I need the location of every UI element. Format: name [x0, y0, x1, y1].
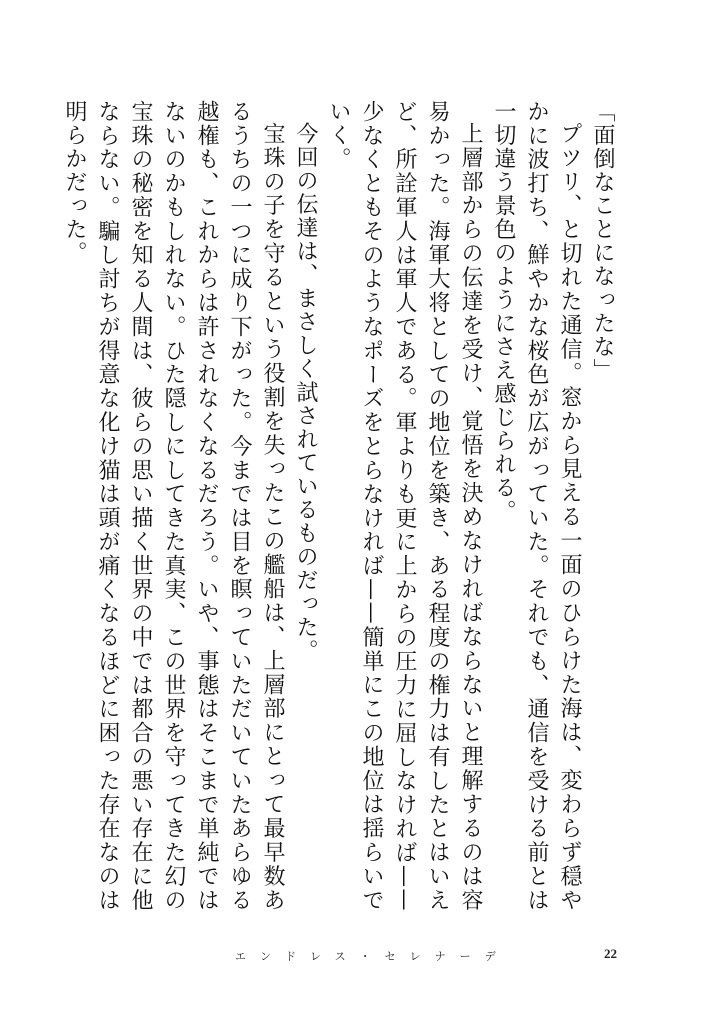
paragraph-4: 宝珠の子を守るという役割を失ったこの艦船は、上層部にとって最早数あるうちの一つに成り下がった。今までは目を瞑っていただいていたあらゆる越権も、これからは許されなくなるだろう。いや、事態はそこまで単純ではないのかもしれない。ひた隠しにしてきた真実、この世界を守ってきた幻の宝珠の秘密を知る人間は、彼らの思い描く世界の中では都合の悪い存在に他ならない。騙し討ちが得意な化け猫は頭が痛くなるほどに困った存在なのは明らかだった。: [62, 100, 285, 912]
body-text: [62, 100, 619, 912]
page-number: 22: [604, 946, 617, 961]
running-footer-title: エンドレス・セレナーデ: [235, 950, 510, 963]
paragraph-3: 今回の伝達は、まさしく試されているものだった。: [293, 122, 318, 663]
paragraph-dialogue: 「面倒なことになったな」: [590, 100, 615, 382]
paragraph-1: プツリ、と切れた通信。窓から見える一面のひらけた海は、変わらず穏やかに波打ち、鮮やかな桜色が広がっていた。それでも、通信を受ける前とは一切違う景色のようにさえ感じられる。: [491, 100, 582, 912]
paragraph-2: 上層部からの伝達を受け、覚悟を決めなければならないと理解するのは容易かった。海軍大将としての地位を築き、ある程度の権力は有したとはいえど、所詮軍人は軍人である。軍よりも更に上からの圧力に屈しなければ——少なくともそのようなポーズをとらなければ——簡単にこの地位は揺らいでいく。: [326, 100, 483, 912]
